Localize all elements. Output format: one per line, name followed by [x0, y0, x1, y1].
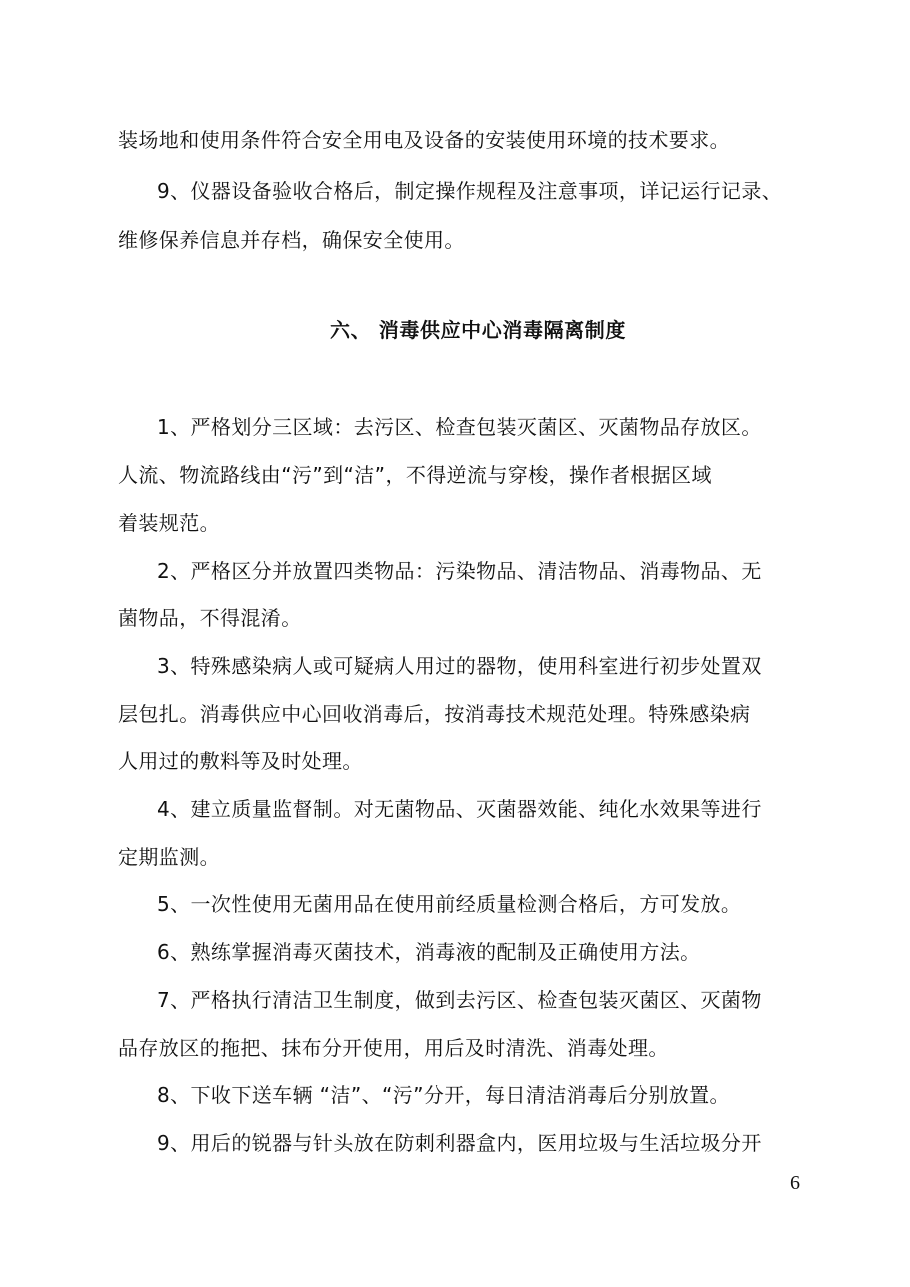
- text-line-6: 着装规范。: [118, 511, 220, 535]
- text-line-15: 6、熟练掌握消毒灭菌技术，消毒液的配制及正确使用方法。: [157, 940, 701, 964]
- section-heading: 六、 消毒供应中心消毒隔离制度: [330, 318, 626, 342]
- text-line-2: 9、仪器设备验收合格后，制定操作规程及注意事项，详记运行记录、: [157, 179, 783, 203]
- text-line-4: 1、严格划分三区域：去污区、检查包装灭菌区、灭菌物品存放区。: [157, 415, 762, 439]
- text-line-18: 8、下收下送车辆 “洁”、“污”分开，每日清洁消毒后分别放置。: [157, 1083, 730, 1107]
- text-line-5: 人流、物流路线由“污”到“洁”，不得逆流与穿梭，操作者根据区域: [118, 463, 712, 487]
- text-line-11: 人用过的敷料等及时处理。: [118, 749, 363, 773]
- text-line-16: 7、严格执行清洁卫生制度，做到去污区、检查包装灭菌区、灭菌物: [157, 988, 762, 1012]
- text-line-19: 9、用后的锐器与针头放在防刺利器盒内，医用垃圾与生活垃圾分开: [157, 1131, 762, 1155]
- text-line-3: 维修保养信息并存档，确保安全使用。: [118, 228, 465, 252]
- text-line-10: 层包扎。消毒供应中心回收消毒后，按消毒技术规范处理。特殊感染病: [118, 702, 751, 726]
- text-line-7: 2、严格区分并放置四类物品：污染物品、清洁物品、消毒物品、无: [157, 559, 762, 583]
- text-line-12: 4、建立质量监督制。对无菌物品、灭菌器效能、纯化水效果等进行: [157, 797, 762, 821]
- text-line-13: 定期监测。: [118, 845, 220, 869]
- page-number: 6: [790, 1172, 800, 1194]
- text-line-17: 品存放区的拖把、抹布分开使用，用后及时清洗、消毒处理。: [118, 1036, 669, 1060]
- text-line-9: 3、特殊感染病人或可疑病人用过的器物，使用科室进行初步处置双: [157, 654, 762, 678]
- text-line-1: 装场地和使用条件符合安全用电及设备的安装使用环境的技术要求。: [118, 128, 730, 152]
- text-line-8: 菌物品，不得混淆。: [118, 606, 302, 630]
- text-line-14: 5、一次性使用无菌用品在使用前经质量检测合格后，方可发放。: [157, 892, 742, 916]
